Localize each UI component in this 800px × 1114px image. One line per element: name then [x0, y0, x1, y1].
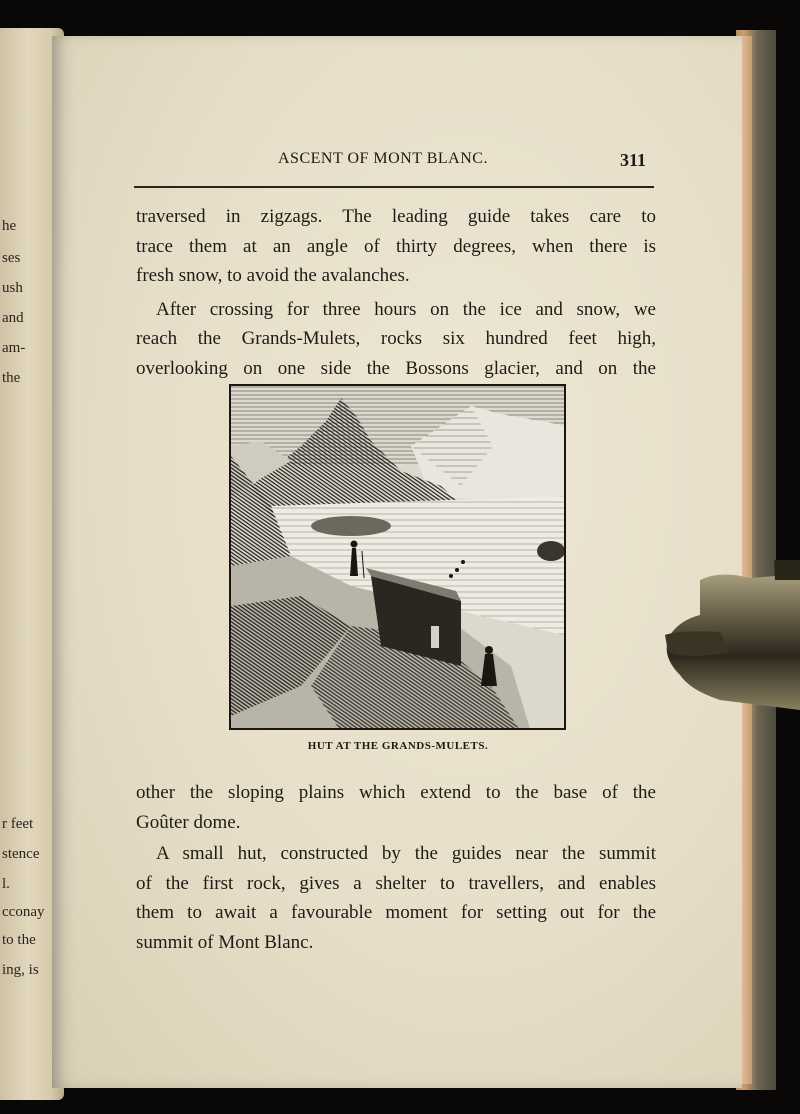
left-page-fragment: stence — [2, 846, 40, 862]
text-line: After crossing for three hours on the ice and snow, we — [156, 298, 656, 320]
left-page-fragment: cconay — [2, 904, 45, 920]
brass-clip — [660, 560, 800, 740]
running-title: ASCENT OF MONT BLANC. — [278, 150, 488, 167]
left-page-fragment: the — [2, 370, 21, 386]
header-rule — [134, 186, 654, 188]
body-text-top — [136, 202, 656, 383]
text-line: Goûter dome. — [136, 811, 241, 833]
left-page-fragment: am- — [2, 340, 26, 356]
body-text-bottom — [136, 778, 656, 957]
text-line: of the first rock, gives a shelter to travellers, and enables — [136, 872, 656, 894]
left-page-fragment: r feet — [2, 816, 34, 832]
left-page-fragment: l. — [2, 876, 10, 892]
left-page-fragment: ush — [2, 280, 23, 296]
page-number: 311 — [620, 150, 647, 170]
left-page-fragment: to the — [2, 932, 36, 948]
text-line: traversed in zigzags. The leading guide takes care to — [136, 206, 656, 227]
text-line: overlooking on one side the Bossons glacier, and on the — [136, 357, 656, 379]
left-page-fragment: and — [2, 310, 24, 326]
figure-caption: HUT AT THE GRANDS-MULETS. — [307, 740, 489, 752]
text-line: reach the Grands-Mulets, rocks six hundred feet high, — [136, 328, 656, 349]
text-line: fresh snow, to avoid the avalanches. — [136, 265, 410, 286]
text-line: them to await a favourable moment for setting out for the — [136, 902, 656, 923]
text-line: trace them at an angle of thirty degrees, when there is — [136, 235, 656, 257]
text-line: other the sloping plains which extend to the base of the — [136, 782, 656, 803]
engraving-illustration — [229, 384, 566, 730]
left-page-fragment: ses — [2, 250, 21, 266]
left-page-fragment: he — [2, 218, 17, 234]
left-page-fragment: ing, is — [2, 962, 39, 978]
text-line: summit of Mont Blanc. — [136, 931, 314, 953]
text-line: A small hut, constructed by the guides near the summit — [156, 843, 656, 864]
